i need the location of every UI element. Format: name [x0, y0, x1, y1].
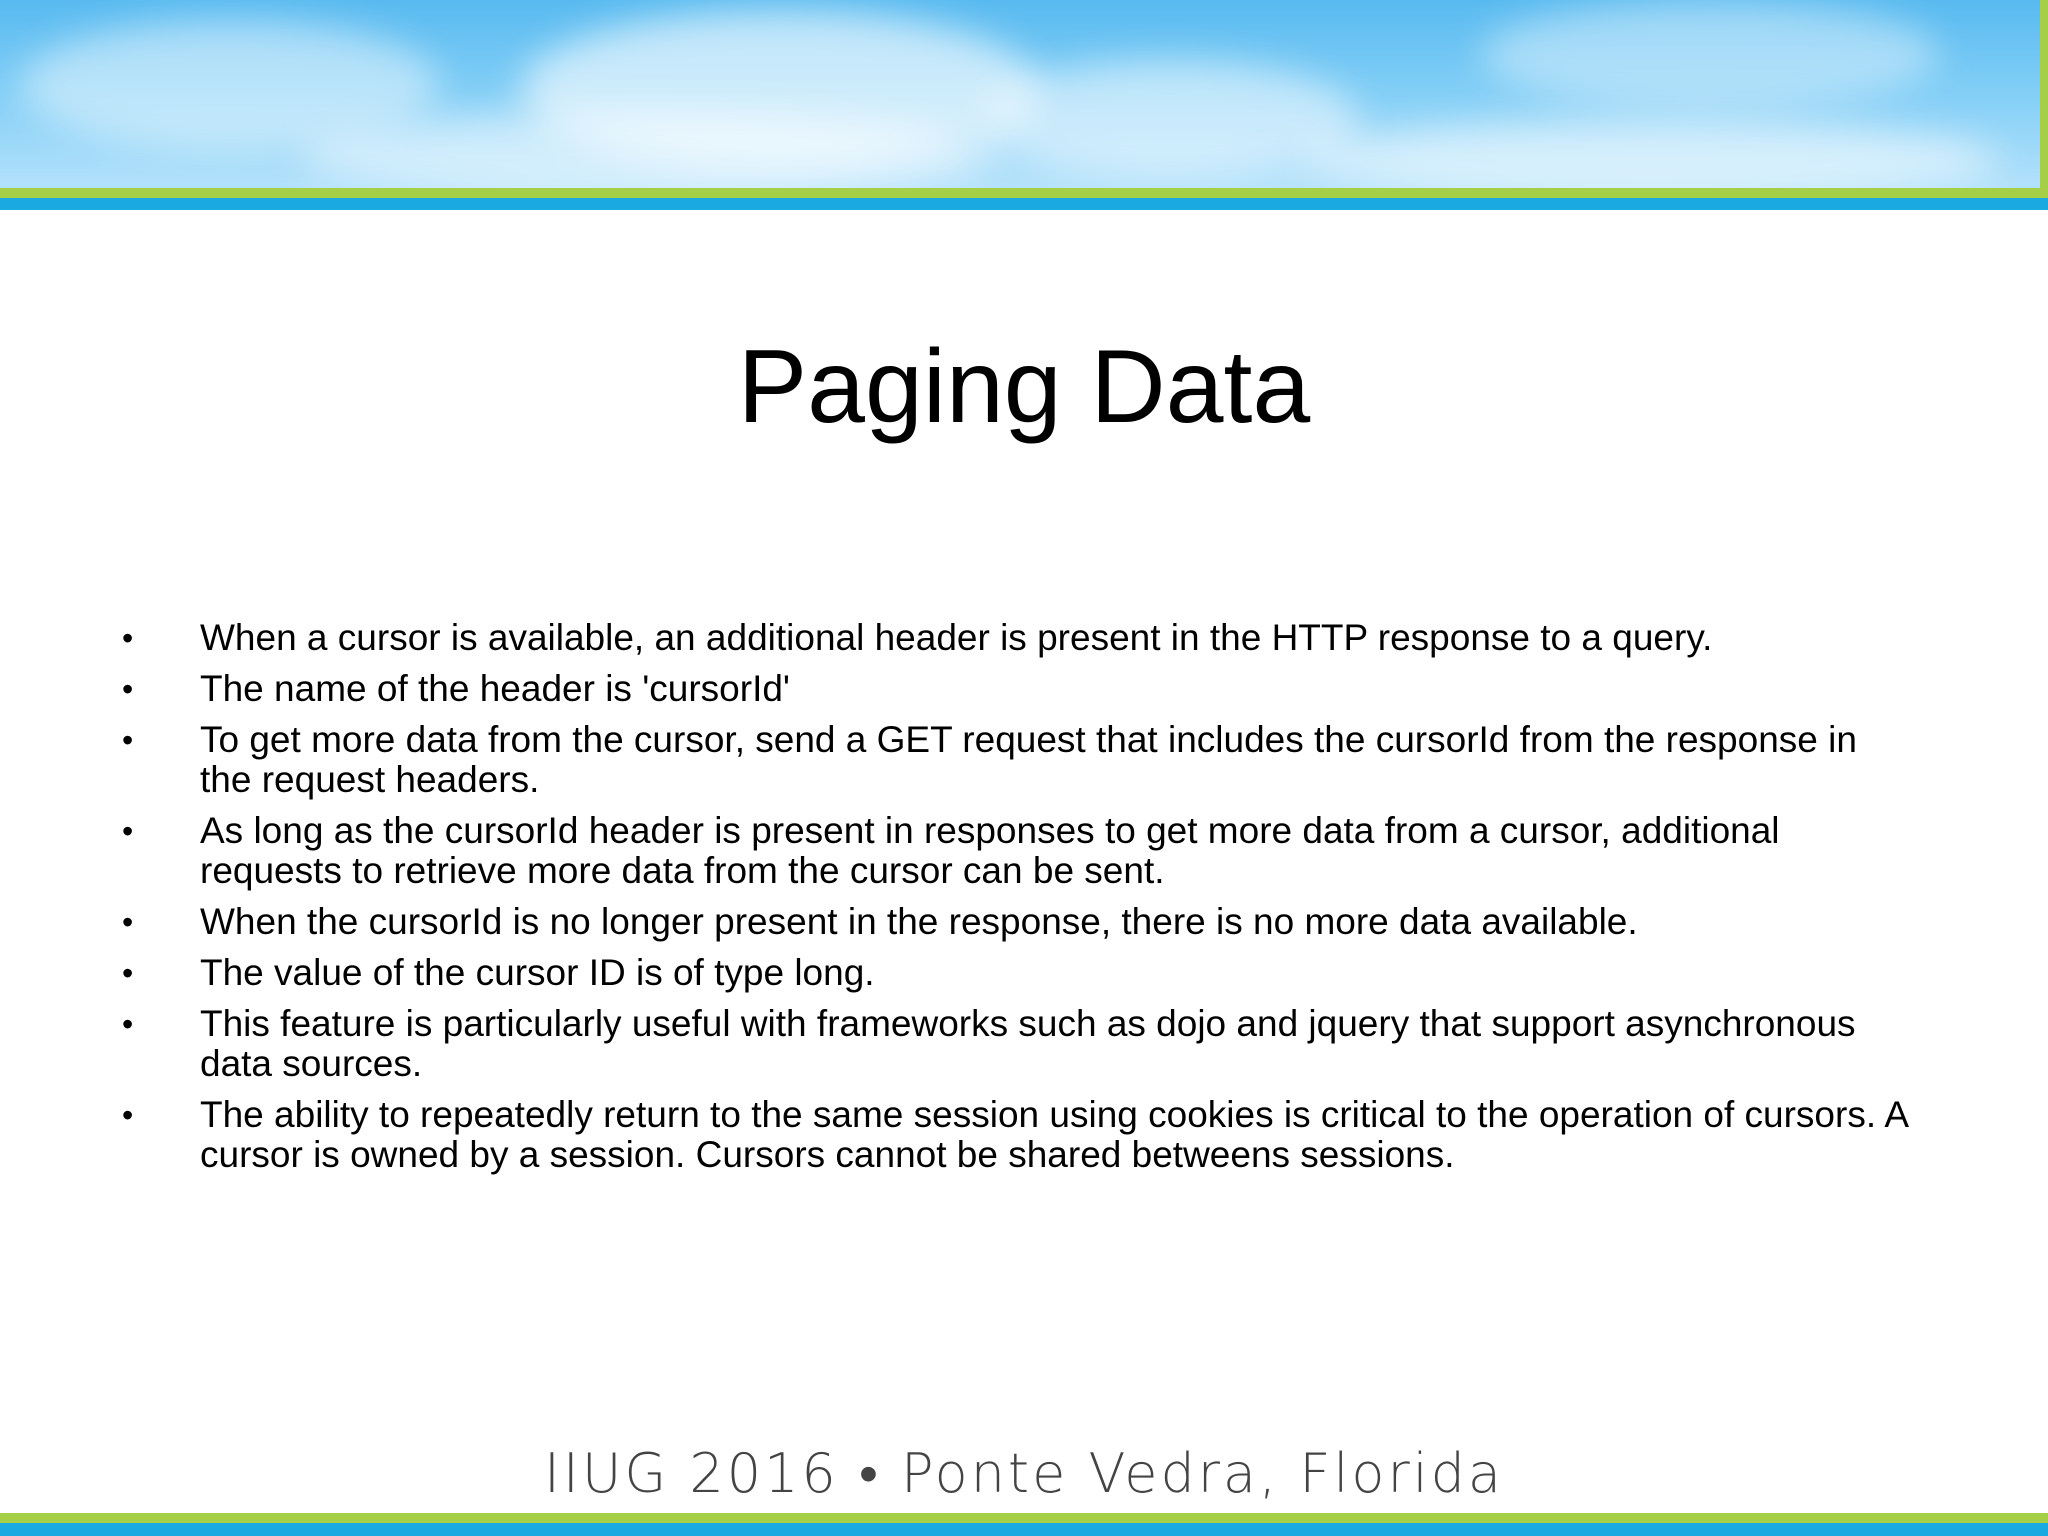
bullet-item [118, 902, 1918, 942]
bullet-text: When the cursorId is no longer present in the response, there is no more data available. [200, 901, 1638, 942]
bullet-text: The ability to repeatedly return to the same session using cookies is critical to the operation of cursors. A cursor is owned by a session. Cursors cannot be shared betweens sessions. [200, 1094, 1907, 1175]
bullet-item [118, 811, 1918, 891]
bullet-text: The name of the header is 'cursorId' [200, 668, 790, 709]
bullet-text: As long as the cursorId header is present in responses to get more data from a cursor, additional requests to retrieve more data from the cursor can be sent. [200, 810, 1780, 891]
bullet-item [118, 669, 1918, 709]
bullet-text: This feature is particularly useful with frameworks such as dojo and jquery that support asynchronous data sources. [200, 1003, 1856, 1084]
bullet-text: When a cursor is available, an additional header is present in the HTTP response to a query. [200, 617, 1713, 658]
cloud-shape [1480, 0, 1940, 110]
bottom-green-stripe [0, 1513, 2048, 1523]
bullet-text: The value of the cursor ID is of type long. [200, 952, 875, 993]
bullet-item [118, 720, 1918, 800]
banner-edge-accent [2040, 0, 2048, 190]
cloud-shape [1300, 120, 2000, 190]
bullet-item [118, 953, 1918, 993]
bullet-icon: • [122, 955, 134, 991]
bottom-blue-stripe [0, 1523, 2048, 1536]
bullet-text: To get more data from the cursor, send a GET request that includes the cursorId from the response in the request headers. [200, 719, 1857, 800]
bullet-icon: • [122, 813, 134, 849]
bullet-icon: • [122, 722, 134, 758]
bullet-icon: • [122, 620, 134, 656]
slide-title: Paging Data [737, 329, 1311, 445]
sky-banner-image [0, 0, 2048, 190]
cloud-shape [300, 110, 1000, 190]
bullet-icon: • [122, 904, 134, 940]
top-green-stripe [0, 188, 2048, 198]
bullet-item [118, 1095, 1918, 1175]
bullet-item [118, 1004, 1918, 1084]
bullet-list [118, 618, 1918, 1186]
bullet-icon: • [122, 1006, 134, 1042]
bullet-item [118, 618, 1918, 658]
bullet-icon: • [122, 671, 134, 707]
top-blue-stripe [0, 198, 2048, 210]
conference-footer: IIUG 2016 • Ponte Vedra, Florida [543, 1442, 1505, 1505]
bullet-icon: • [122, 1097, 134, 1133]
